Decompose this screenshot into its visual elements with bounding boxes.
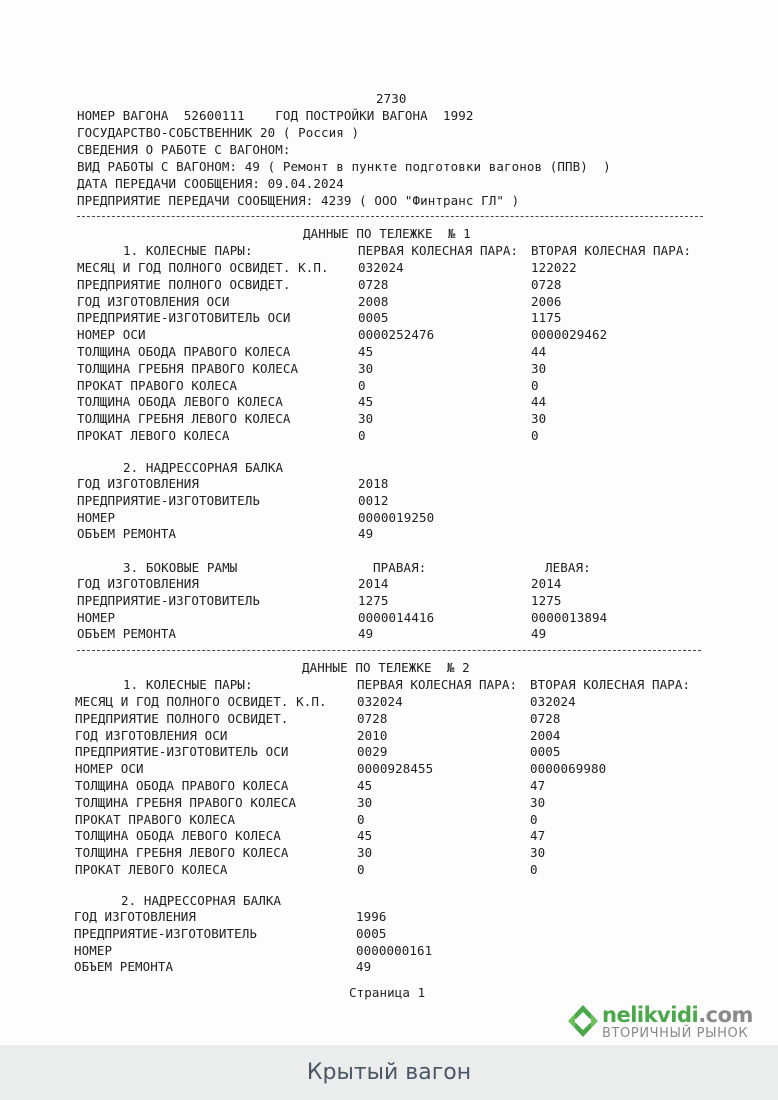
row-label: ОБЪЕМ РЕМОНТА	[77, 526, 177, 542]
row-value-2: 032024	[530, 694, 576, 709]
row-label: ТОЛЩИНА ГРЕБНЯ ПРАВОГО КОЛЕСА	[77, 360, 299, 376]
row-value-2: 0728	[531, 276, 562, 292]
row-value-1: 032024	[357, 694, 403, 709]
row-label: ТОЛЩИНА ГРЕБНЯ ПРАВОГО КОЛЕСА	[75, 794, 297, 810]
row-label: МЕСЯЦ И ГОД ПОЛНОГО ОСВИДЕТ. К.П.	[75, 694, 327, 709]
row-value-1: 49	[356, 959, 372, 975]
bogie2-bolster-heading: 2. НАДРЕССОРНАЯ БАЛКА	[121, 893, 282, 908]
row-value-1: 0029	[357, 744, 388, 760]
row-value-2: 2014	[531, 576, 562, 591]
row-value-1: 30	[357, 845, 373, 861]
row-value-1: 30	[358, 360, 374, 376]
row-value-2: 0	[530, 811, 538, 827]
row-value-1: 49	[358, 526, 374, 542]
row-value-2: 0005	[530, 744, 561, 760]
row-label: ГОД ИЗГОТОВЛЕНИЯ ОСИ	[75, 727, 228, 743]
bogie1-bolster-heading: 2. НАДРЕССОРНАЯ БАЛКА	[123, 460, 284, 475]
row-label: ПРЕДПРИЯТИЕ-ИЗГОТОВИТЕЛЬ	[77, 592, 261, 608]
row-value-1: 0000928455	[357, 761, 434, 777]
bogie2-col1-header: ПЕРВАЯ КОЛЕСНАЯ ПАРА:	[357, 677, 518, 692]
row-label: ПРОКАТ ЛЕВОГО КОЛЕСА	[77, 428, 230, 443]
row-label: ТОЛЩИНА ОБОДА ЛЕВОГО КОЛЕСА	[75, 828, 281, 844]
row-value-1: 0	[357, 862, 365, 877]
row-label: ПРОКАТ ПРАВОГО КОЛЕСА	[75, 811, 236, 827]
separator-line	[77, 650, 701, 651]
row-value-2: 44	[531, 344, 547, 359]
enterprise-line: ПРЕДПРИЯТИЕ ПЕРЕДАЧИ СООБЩЕНИЯ: 4239 ( ООО "Финтранс ГЛ" )	[77, 193, 520, 208]
row-value-1: 2010	[357, 727, 388, 743]
watermark-subtitle: ВТОРИЧНЫЙ РЫНОК	[602, 1026, 749, 1041]
work-header: СВЕДЕНИЯ О РАБОТЕ С ВАГОНОМ:	[77, 142, 291, 157]
owner-line: ГОСУДАРСТВО-СОБСТВЕННИК 20 ( Россия )	[77, 125, 360, 140]
row-value-1: 0728	[358, 276, 389, 292]
row-label: ПРЕДПРИЯТИЕ-ИЗГОТОВИТЕЛЬ ОСИ	[77, 310, 291, 326]
row-label: ПРЕДПРИЯТИЕ ПОЛНОГО ОСВИДЕТ.	[75, 710, 289, 726]
row-label: НОМЕР ОСИ	[75, 761, 144, 777]
bogie1-frames-right-header: ПРАВАЯ:	[373, 560, 427, 575]
row-value-1: 032024	[358, 260, 404, 275]
row-label: НОМЕР	[77, 509, 116, 525]
row-label: ГОД ИЗГОТОВЛЕНИЯ	[77, 576, 200, 591]
row-value-1: 45	[357, 778, 373, 793]
row-value-1: 0012	[358, 492, 389, 508]
bogie1-col2-header: ВТОРАЯ КОЛЕСНАЯ ПАРА:	[531, 243, 692, 258]
row-value-2: 0	[531, 377, 539, 393]
row-label: ОБЪЕМ РЕМОНТА	[77, 626, 177, 642]
row-value-1: 1275	[358, 592, 389, 608]
row-value-2: 30	[531, 411, 547, 427]
row-value-1: 45	[358, 344, 374, 359]
message-date-line: ДАТА ПЕРЕДАЧИ СООБЩЕНИЯ: 09.04.2024	[77, 176, 344, 191]
bogie1-frames-left-header: ЛЕВАЯ:	[545, 560, 591, 575]
row-value-2: 30	[530, 794, 546, 810]
bogie1-col1-header: ПЕРВАЯ КОЛЕСНАЯ ПАРА:	[358, 243, 519, 258]
bogie2-wheelsets-heading: 1. КОЛЕСНЫЕ ПАРЫ:	[123, 677, 253, 692]
row-value-2: 2004	[530, 727, 561, 743]
row-value-1: 0	[358, 377, 366, 393]
row-value-1: 0005	[358, 310, 389, 326]
watermark	[566, 1003, 766, 1045]
row-label: ТОЛЩИНА ГРЕБНЯ ЛЕВОГО КОЛЕСА	[77, 411, 291, 427]
row-value-1: 0000019250	[358, 509, 435, 525]
row-value-2: 44	[531, 394, 547, 410]
row-value-2: 47	[530, 828, 546, 844]
row-label: НОМЕР	[74, 942, 113, 958]
row-value-1: 45	[357, 828, 373, 844]
row-value-1: 49	[358, 626, 374, 642]
row-value-2: 0728	[530, 710, 561, 726]
row-value-1: 0000252476	[358, 327, 435, 343]
row-label: ТОЛЩИНА ОБОДА ЛЕВОГО КОЛЕСА	[77, 394, 283, 410]
bogie2-title: ДАННЫЕ ПО ТЕЛЕЖКЕ № 2	[302, 660, 470, 675]
watermark-brand: nelikvidi.com	[602, 1003, 753, 1027]
caption-bar	[0, 1045, 778, 1100]
car-number-line: НОМЕР ВАГОНА 52600111 ГОД ПОСТРОЙКИ ВАГОНА 1992	[77, 108, 474, 123]
bogie1-title: ДАННЫЕ ПО ТЕЛЕЖКЕ № 1	[303, 226, 471, 241]
row-value-1: 30	[358, 411, 374, 427]
row-value-2: 0000029462	[531, 327, 608, 343]
row-label: ГОД ИЗГОТОВЛЕНИЯ	[74, 909, 197, 924]
row-label: ПРОКАТ ПРАВОГО КОЛЕСА	[77, 377, 238, 393]
row-value-2: 0000013894	[531, 609, 608, 625]
row-value-1: 1996	[356, 909, 387, 924]
row-label: ГОД ИЗГОТОВЛЕНИЯ ОСИ	[77, 293, 230, 309]
row-value-1: 0	[358, 428, 366, 443]
row-value-1: 0000014416	[358, 609, 435, 625]
row-value-1: 2014	[358, 576, 389, 591]
row-label: ПРЕДПРИЯТИЕ-ИЗГОТОВИТЕЛЬ	[77, 492, 261, 508]
row-value-2: 49	[531, 626, 547, 642]
row-value-2: 0	[531, 428, 539, 443]
row-value-1: 0728	[357, 710, 388, 726]
row-value-1: 0005	[356, 925, 387, 941]
separator-line	[77, 216, 703, 217]
row-label: ПРЕДПРИЯТИЕ ПОЛНОГО ОСВИДЕТ.	[77, 276, 291, 292]
page-number: Страница 1	[349, 985, 426, 1000]
row-value-1: 45	[358, 394, 374, 410]
row-label: ОБЪЕМ РЕМОНТА	[74, 959, 174, 975]
row-value-2: 30	[531, 360, 547, 376]
bogie1-frames-heading: 3. БОКОВЫЕ РАМЫ	[123, 560, 238, 575]
document-number: 2730	[376, 91, 407, 106]
row-label: ТОЛЩИНА ОБОДА ПРАВОГО КОЛЕСА	[77, 344, 291, 359]
row-value-2: 30	[530, 845, 546, 861]
bogie2-col2-header: ВТОРАЯ КОЛЕСНАЯ ПАРА:	[530, 677, 691, 692]
row-label: НОМЕР ОСИ	[77, 327, 146, 343]
row-value-2: 0000069980	[530, 761, 607, 777]
row-value-1: 30	[357, 794, 373, 810]
bogie1-wheelsets-heading: 1. КОЛЕСНЫЕ ПАРЫ:	[123, 243, 253, 258]
row-value-1: 0000000161	[356, 942, 433, 958]
row-value-2: 1275	[531, 592, 562, 608]
row-label: ГОД ИЗГОТОВЛЕНИЯ	[77, 476, 200, 491]
row-label: ПРЕДПРИЯТИЕ-ИЗГОТОВИТЕЛЬ	[74, 925, 258, 941]
work-type-line: ВИД РАБОТЫ С ВАГОНОМ: 49 ( Ремонт в пункте подготовки вагонов (ППВ) )	[77, 159, 611, 174]
row-value-2: 122022	[531, 260, 577, 275]
row-label: ТОЛЩИНА ГРЕБНЯ ЛЕВОГО КОЛЕСА	[75, 845, 289, 861]
row-value-1: 0	[357, 811, 365, 827]
row-value-1: 2018	[358, 476, 389, 491]
row-value-2: 1175	[531, 310, 562, 326]
recycle-arrows-icon	[566, 1003, 600, 1039]
row-label: НОМЕР	[77, 609, 116, 625]
row-value-2: 0	[530, 862, 538, 877]
row-label: ПРОКАТ ЛЕВОГО КОЛЕСА	[75, 862, 228, 877]
row-value-2: 2006	[531, 293, 562, 309]
row-value-2: 47	[530, 778, 546, 793]
row-label: ТОЛЩИНА ОБОДА ПРАВОГО КОЛЕСА	[75, 778, 289, 793]
row-value-1: 2008	[358, 293, 389, 309]
caption-text: Крытый вагон	[306, 1060, 472, 1085]
row-label: ПРЕДПРИЯТИЕ-ИЗГОТОВИТЕЛЬ ОСИ	[75, 744, 289, 760]
row-label: МЕСЯЦ И ГОД ПОЛНОГО ОСВИДЕТ. К.П.	[77, 260, 329, 275]
